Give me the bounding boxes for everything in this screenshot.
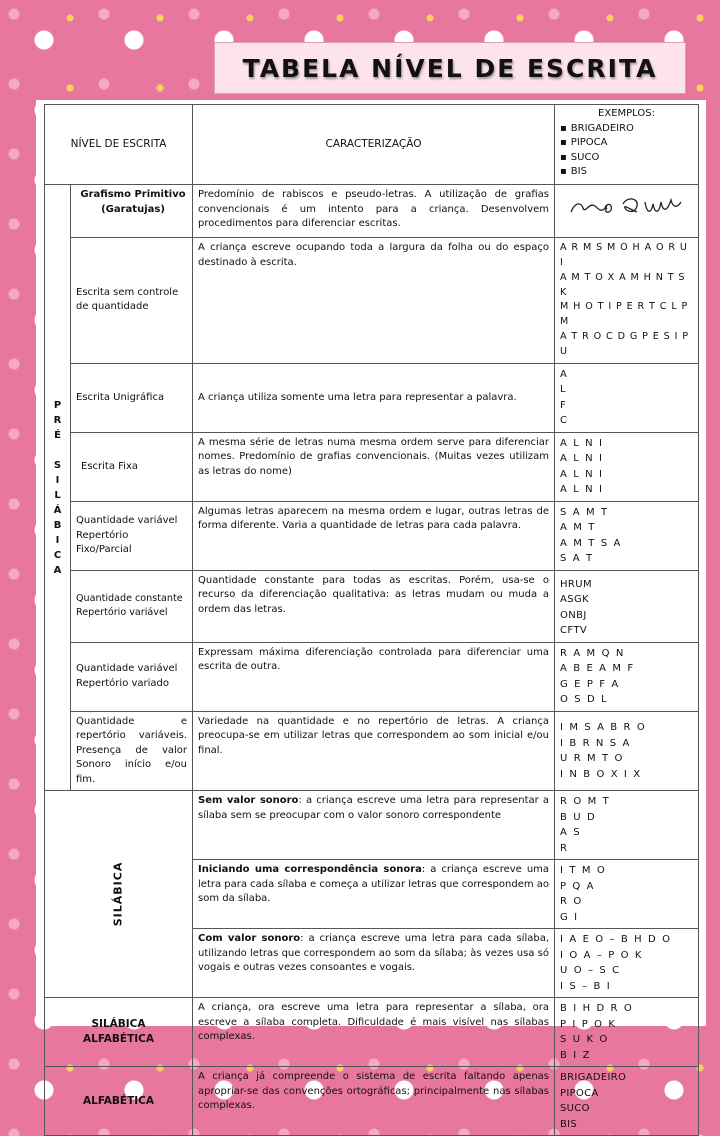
example-line: B U D: [560, 811, 597, 823]
example-word: ▪ BIS: [560, 165, 693, 180]
example-line: I B R N S A: [560, 737, 631, 749]
examples-cell: [555, 860, 699, 929]
example-line: BIS: [560, 1118, 578, 1130]
table-row: [45, 501, 699, 570]
description-bold: Iniciando uma correspondência sonora: [198, 864, 422, 876]
table-header-row: [45, 105, 699, 185]
scribble-icon: [567, 194, 687, 220]
example-line: U R M T O: [560, 753, 625, 765]
pre-silabica-label: [45, 185, 71, 791]
silabica-label-wrap: [45, 791, 192, 997]
example-line: O S D L: [560, 694, 609, 706]
table-row: [45, 570, 699, 642]
example-line: A L N I: [560, 437, 604, 449]
label-letter: B: [53, 519, 62, 531]
label-letter: A: [53, 564, 62, 576]
header-level-cell: [45, 105, 193, 185]
table-row: [45, 363, 699, 432]
level-description: [193, 929, 555, 998]
level-name: Quantidade variável Repertório variado: [71, 642, 193, 711]
example-line: ASGK: [560, 594, 590, 606]
level-name: Quantidade variável Repertório Fixo/Parcial: [71, 501, 193, 570]
level-name: Escrita Fixa: [71, 432, 193, 501]
examples-title: EXEMPLOS:: [598, 108, 655, 119]
example-line: G E P F A: [560, 678, 620, 690]
silabica-label-cell: [45, 791, 193, 998]
label-letter: Á: [53, 504, 62, 516]
examples-cell: [555, 711, 699, 791]
level-description: Predomínio de rabiscos e pseudo-letras. A utilização de grafias convencionais é um intento para a criança. Desenvolvem procedimentos para diferenciar escritas.: [193, 185, 555, 238]
table-row: [45, 998, 699, 1067]
example-line: R: [560, 842, 569, 854]
examples-cell: [555, 929, 699, 998]
example-line: A T R O C D G P E S I P U: [560, 331, 689, 358]
level-name: Escrita sem controle de quantidade: [71, 238, 193, 364]
header-characterization-cell: [193, 105, 555, 185]
level-description: A criança, ora escreve uma letra para representar a sílaba, ora escreve a sílaba completa. Dificuldade é mais visível nas sílabas complexas.: [193, 998, 555, 1067]
example-line: C: [560, 415, 569, 427]
example-line: U O – S C: [560, 965, 621, 977]
label-letter: R: [53, 414, 62, 426]
example-line: A L N I: [560, 453, 604, 465]
examples-cell: [555, 642, 699, 711]
example-line: M H O T I P E R T C L P M: [560, 301, 689, 328]
level-name: Quantidade constante Repertório variável: [71, 570, 193, 642]
level-description: Algumas letras aparecem na mesma ordem e lugar, outras letras de forma diferente. Varia a quantidade de letras para cada palavra.: [193, 501, 555, 570]
label-letter: I: [55, 534, 60, 546]
example-line: ONBJ: [560, 609, 587, 621]
level-description: A criança escreve ocupando toda a largura da folha ou do espaço destinado à escrita.: [193, 238, 555, 364]
label-letter: C: [53, 549, 62, 561]
table-row: [45, 711, 699, 791]
description-text: : a criança escreve uma letra para cada sílaba, utilizando letras que correspondem ao som da sílaba; às vezes usa só vogais e outras vezes consoantes e vogais.: [198, 933, 550, 974]
description-text: : a criança escreve uma letra para cada sílaba e começa a utilizar letras que correspondem ao som da sílaba.: [198, 864, 550, 905]
example-line: HRUM: [560, 578, 593, 590]
examples-cell: [555, 791, 699, 860]
table-row: [45, 791, 699, 860]
examples-cell: [555, 432, 699, 501]
scribble-example: [555, 185, 699, 238]
example-line: P Q A: [560, 880, 596, 892]
example-line: S A M T: [560, 506, 609, 518]
table-row: [45, 432, 699, 501]
header-level: NÍVEL DE ESCRITA: [70, 137, 167, 150]
level-name: Grafismo Primitivo (Garatujas): [71, 185, 193, 238]
example-line: BRIGADEIRO: [560, 1072, 627, 1084]
level-description: Variedade na quantidade e no repertório de letras. A criança preocupa-se em utilizar letras que correspondem ao som inicial e/ou final.: [193, 711, 555, 791]
example-line: S U K O: [560, 1034, 609, 1046]
example-line: R O M T: [560, 796, 611, 808]
silabica-label: SILÁBICA: [111, 862, 125, 927]
silabica-alfabetica-label: SILÁBICA ALFABÉTICA: [45, 998, 193, 1067]
table-row: [45, 642, 699, 711]
example-line: F: [560, 399, 568, 411]
example-line: A S: [560, 827, 582, 839]
header-examples-cell: [555, 105, 699, 185]
level-description: [193, 860, 555, 929]
examples-words: [560, 122, 693, 180]
document-sheet: [36, 100, 706, 1130]
example-line: B I Z: [560, 1049, 592, 1061]
label-letter: P: [53, 399, 62, 411]
header-characterization: CARACTERIZAÇÃO: [325, 137, 422, 150]
label-letter: [47, 443, 68, 458]
examples-cell: [555, 501, 699, 570]
example-line: A L N I: [560, 484, 604, 496]
level-description: A criança já compreende o sistema de escrita faltando apenas apropriar-se das convenções ortográficas; principalmente nas sílabas complexas.: [193, 1067, 555, 1136]
example-line: I A E O – B H D O: [560, 934, 672, 946]
title-banner: [214, 42, 686, 94]
example-line: SUCO: [560, 1103, 590, 1115]
example-line: A R M S M O H A O R U I: [560, 242, 688, 268]
level-description: Quantidade constante para todas as escritas. Porém, usa-se o recurso da diferenciação qualitativa: as letras mudam ou muda a ordem das letras.: [193, 570, 555, 642]
level-description: [193, 791, 555, 860]
examples-cell: [555, 998, 699, 1067]
label-letter: L: [54, 489, 61, 501]
description-bold: Com valor sonoro: [198, 933, 301, 945]
example-line: A L N I: [560, 468, 604, 480]
alfabetica-label: ALFABÉTICA: [45, 1067, 193, 1136]
example-word: ▪ SUCO: [560, 151, 693, 166]
example-line: R A M Q N: [560, 647, 625, 659]
example-line: PIPOCA: [560, 1087, 599, 1099]
level-name: Quantidade e repertório variáveis. Presença de valor Sonoro início e/ou fim.: [71, 711, 193, 791]
example-line: I N B O X I X: [560, 768, 642, 780]
example-line: P I P O K: [560, 1018, 617, 1030]
examples-cell: [555, 363, 699, 432]
example-line: I M S A B R O: [560, 722, 647, 734]
label-letter: S: [53, 459, 62, 471]
level-description: A criança utiliza somente uma letra para representar a palavra.: [193, 363, 555, 432]
example-line: A M T O X A M H N T S K: [560, 271, 686, 298]
example-line: I T M O: [560, 865, 607, 877]
page-title: TABELA NÍVEL DE ESCRITA: [242, 53, 658, 83]
level-description: A mesma série de letras numa mesma ordem serve para diferenciar nomes. Predomínio de grafias convencionais. (Muitas vezes utilizam as letras do nome): [193, 432, 555, 501]
example-line: A M T S A: [560, 537, 622, 549]
writing-level-table: [44, 104, 699, 1136]
example-line: I S – B I: [560, 980, 612, 992]
description-bold: Sem valor sonoro: [198, 795, 299, 807]
examples-cell: [555, 1067, 699, 1136]
table-row: [45, 238, 699, 364]
example-word: ▪ PIPOCA: [560, 136, 693, 151]
example-line: G I: [560, 911, 579, 923]
label-letter: É: [54, 429, 61, 441]
example-line: S A T: [560, 553, 594, 565]
example-line: I O A – P O K: [560, 949, 644, 961]
example-line: A: [560, 368, 569, 380]
example-line: CFTV: [560, 625, 588, 637]
example-line: A B E A M F: [560, 663, 635, 675]
example-word: ▪ BRIGADEIRO: [560, 122, 693, 137]
label-letter: I: [55, 474, 60, 486]
examples-cell: [555, 238, 699, 364]
example-line: B I H D R O: [560, 1003, 634, 1015]
description-text: : a criança escreve uma letra para representar a sílaba sem se preocupar com o valor sonoro correspondente: [198, 795, 550, 821]
table-row: [45, 185, 699, 238]
example-line: L: [560, 384, 568, 396]
level-description: Expressam máxima diferenciação controlada para diferenciar uma escrita de outra.: [193, 642, 555, 711]
example-line: A M T: [560, 522, 596, 534]
level-name: Escrita Unigráfica: [71, 363, 193, 432]
examples-cell: [555, 570, 699, 642]
example-line: R O: [560, 896, 583, 908]
table-row: [45, 1067, 699, 1136]
